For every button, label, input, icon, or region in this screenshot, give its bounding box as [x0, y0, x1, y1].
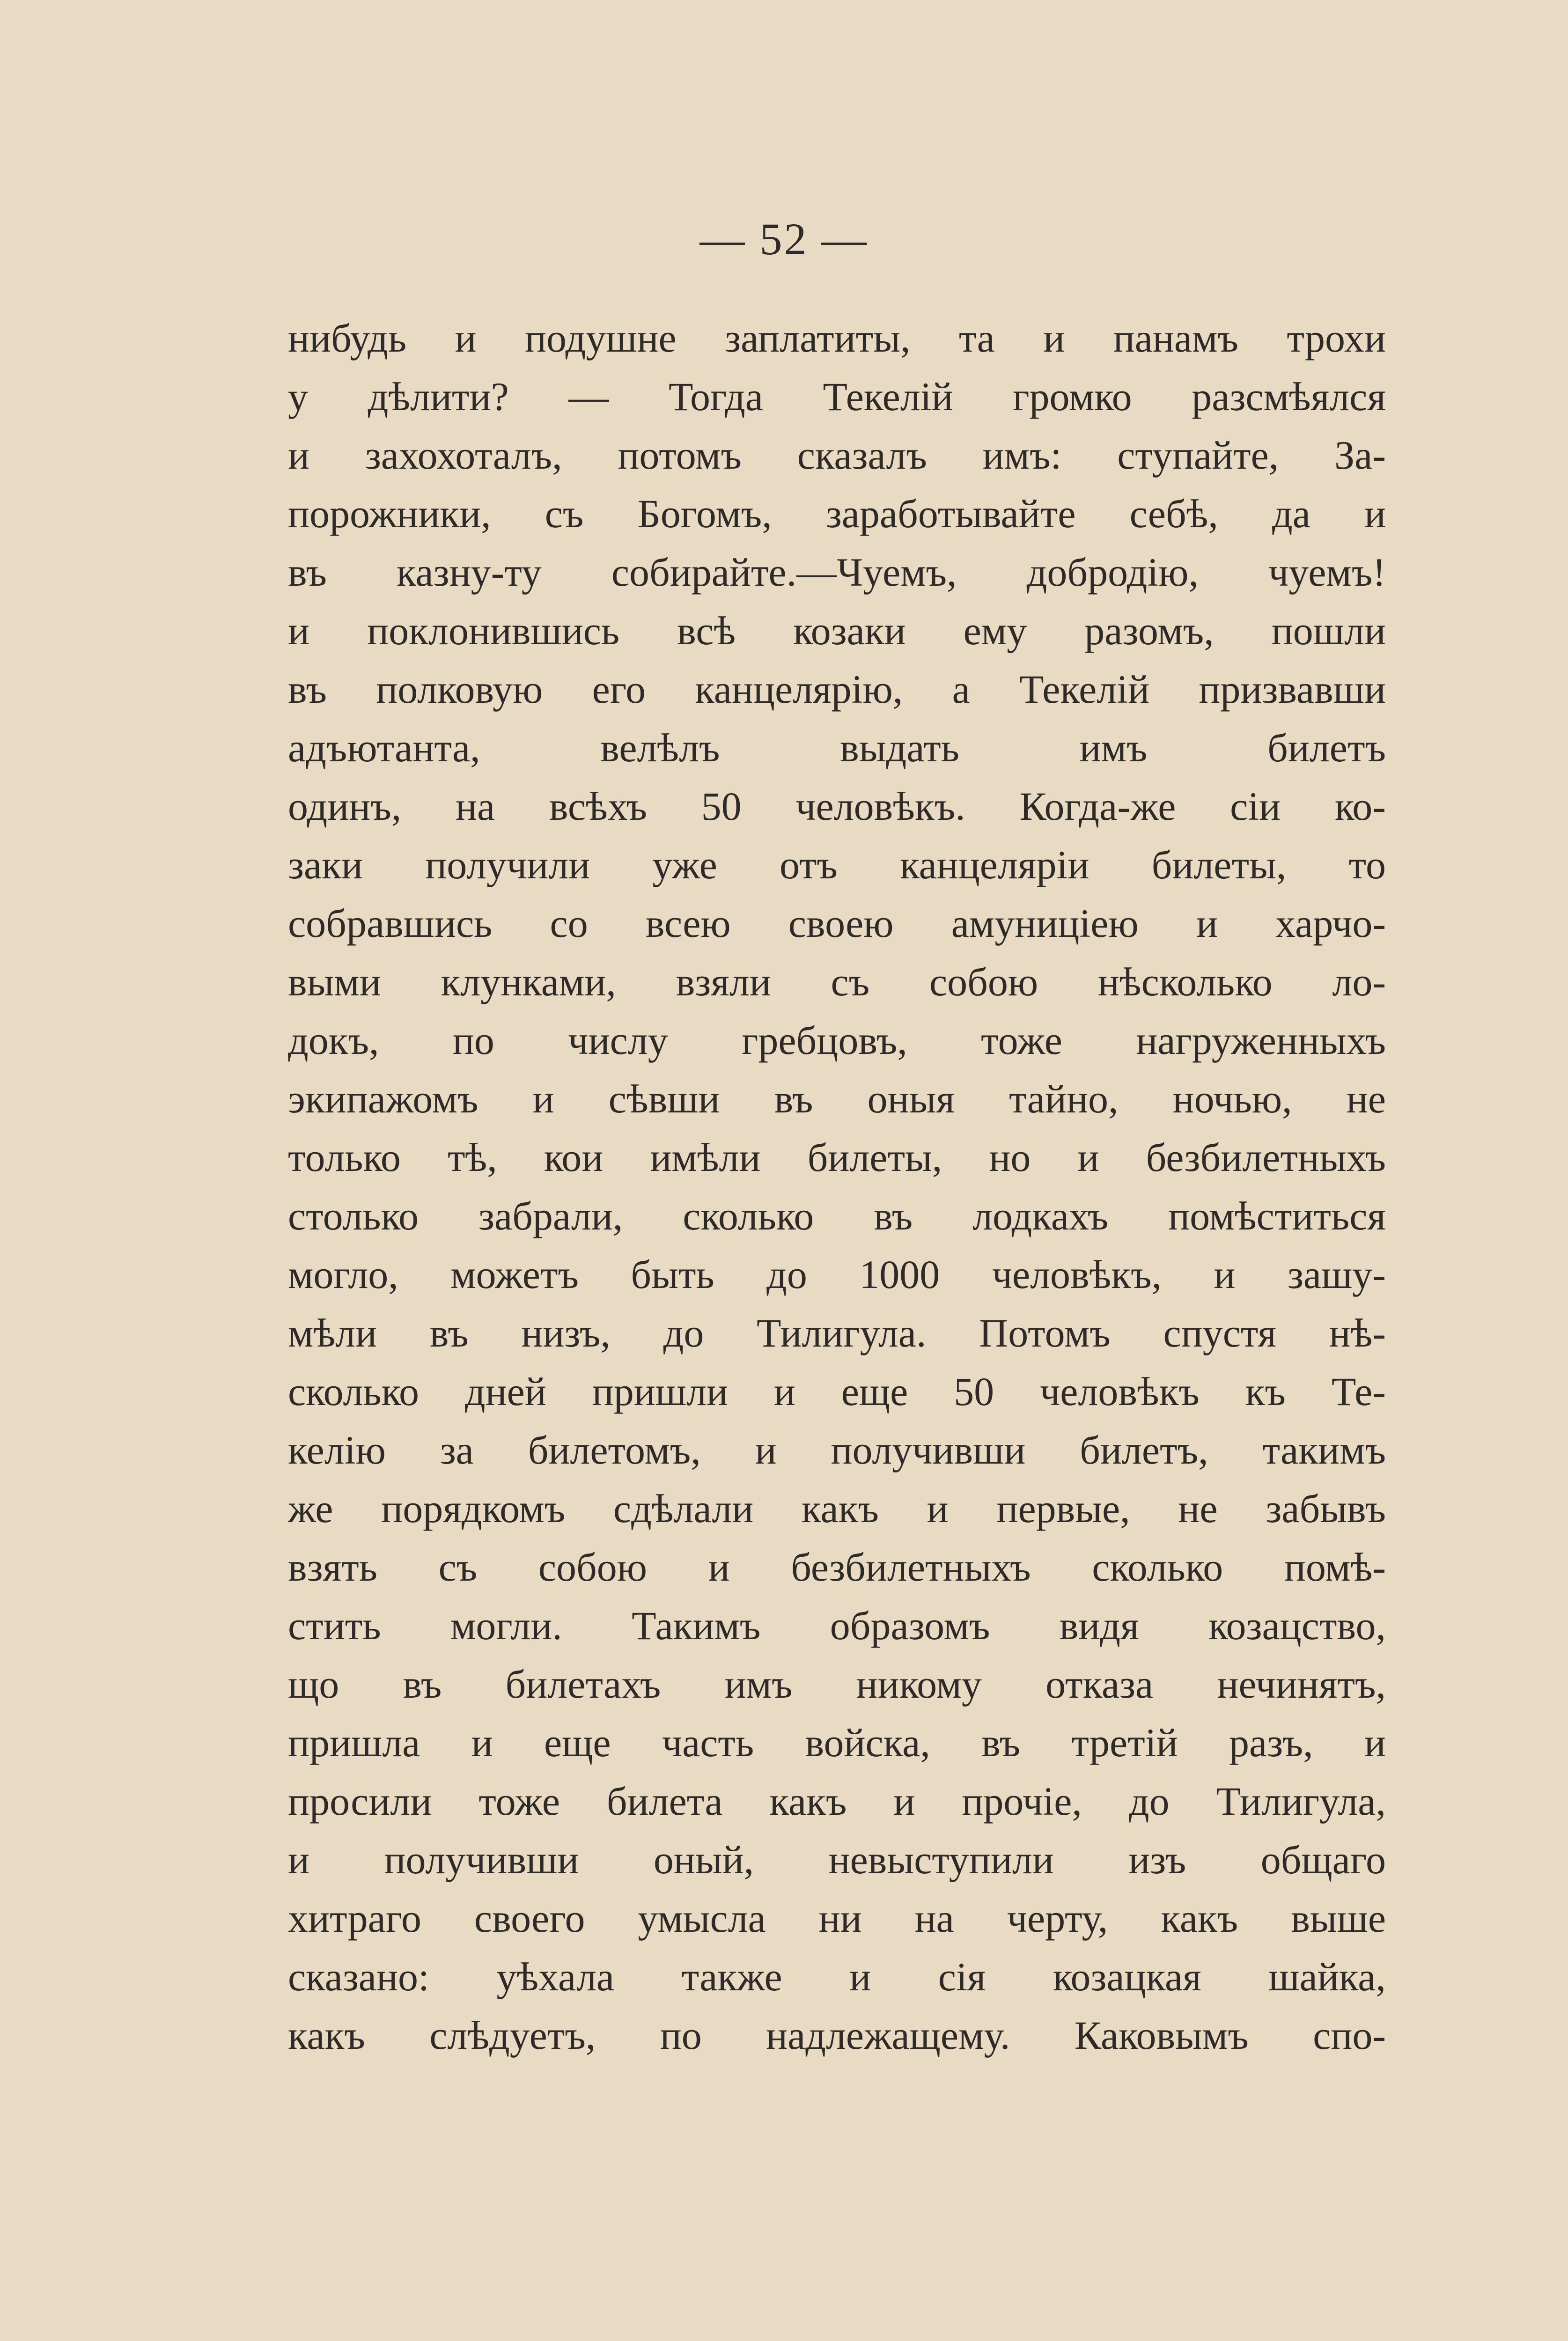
word: въ — [429, 1310, 469, 1355]
word: потомъ — [618, 433, 742, 478]
text-line — [288, 1480, 1386, 1538]
word: за — [440, 1428, 474, 1472]
word: пришли — [592, 1369, 728, 1414]
word: просили — [288, 1779, 432, 1824]
word: харчо- — [1275, 901, 1386, 946]
word: выдать — [840, 725, 959, 770]
word: ступайте, — [1117, 433, 1279, 478]
word: нагруженныхъ — [1136, 1018, 1386, 1063]
word: съ — [438, 1545, 478, 1590]
word: панамъ — [1113, 316, 1238, 361]
word: имъ — [1079, 725, 1148, 770]
word: получивши — [831, 1428, 1026, 1472]
word: 1000 — [859, 1252, 940, 1297]
word: своею — [788, 901, 894, 946]
word: у — [288, 374, 308, 419]
word: сдѣлали — [613, 1486, 754, 1531]
text-line — [288, 368, 1386, 426]
word: войска, — [805, 1720, 930, 1765]
word: числу — [568, 1018, 668, 1063]
word: экипажомъ — [288, 1076, 478, 1121]
word: докъ, — [288, 1018, 379, 1063]
word: и — [532, 1076, 554, 1121]
word: забрали, — [478, 1193, 623, 1238]
word: уже — [652, 842, 717, 887]
word: сіи — [1230, 784, 1281, 829]
word: помѣститься — [1168, 1193, 1386, 1238]
word: захохоталъ, — [365, 433, 562, 478]
word: и — [1196, 901, 1218, 946]
text-line — [288, 543, 1386, 602]
word: полковую — [376, 667, 543, 712]
word: Тогда — [668, 374, 763, 419]
word: спустя — [1163, 1310, 1276, 1355]
word: быть — [631, 1252, 714, 1297]
word: и — [755, 1428, 777, 1472]
word: нѣ- — [1329, 1310, 1386, 1355]
text-line — [288, 719, 1386, 777]
word: сѣвши — [608, 1076, 720, 1121]
word: клунками, — [441, 959, 616, 1004]
word: пошли — [1271, 608, 1386, 653]
word: Текелій — [1019, 667, 1150, 712]
text-line — [288, 1655, 1386, 1714]
word: и — [1043, 316, 1065, 361]
word: безбилетныхъ — [1146, 1135, 1386, 1180]
word: невыступили — [828, 1837, 1054, 1882]
word: Потомъ — [979, 1310, 1111, 1355]
word: не — [1346, 1076, 1386, 1121]
word: и — [288, 433, 310, 478]
word: билеты, — [1151, 842, 1287, 887]
word: же — [288, 1486, 333, 1531]
word: какъ — [802, 1486, 879, 1531]
word: разсмѣялся — [1192, 374, 1386, 419]
word: въ — [288, 667, 327, 712]
word: сколько — [683, 1193, 814, 1238]
word: Тилигула, — [1216, 1779, 1386, 1824]
text-line — [288, 1128, 1386, 1187]
word: тоже — [981, 1018, 1062, 1063]
word: помѣ- — [1284, 1545, 1386, 1590]
word: собою — [929, 959, 1038, 1004]
text-line — [288, 953, 1386, 1011]
word: дѣлити? — [368, 374, 509, 419]
word: слѣдуетъ, — [429, 2013, 596, 2058]
word: своего — [474, 1896, 585, 1941]
text-line — [288, 1187, 1386, 1245]
word: тайно, — [1009, 1076, 1119, 1121]
text-line — [288, 602, 1386, 660]
word: забывъ — [1266, 1486, 1386, 1531]
text-line — [288, 1538, 1386, 1597]
word: нибудь — [288, 316, 407, 361]
word: и — [1214, 1252, 1236, 1297]
word: въ — [403, 1662, 442, 1707]
word: со — [550, 901, 588, 946]
word: человѣкъ — [1039, 1369, 1200, 1414]
word: выше — [1291, 1896, 1386, 1941]
text-line — [288, 1831, 1386, 1889]
word: добродію, — [1026, 550, 1199, 595]
word: чуемъ! — [1268, 550, 1386, 595]
word: собравшись — [288, 901, 493, 946]
word: адъютанта, — [288, 725, 480, 770]
text-line — [288, 1772, 1386, 1831]
text-line — [288, 1304, 1386, 1362]
text-line — [288, 426, 1386, 485]
word: сказано: — [288, 1954, 429, 1999]
word: билета — [606, 1779, 723, 1824]
text-line — [288, 1070, 1386, 1128]
word: изъ — [1128, 1837, 1186, 1882]
word: зашу- — [1287, 1252, 1386, 1297]
word: то — [1348, 842, 1386, 887]
word: хитраго — [288, 1896, 421, 1941]
word: отъ — [779, 842, 838, 887]
word: заплатиты, — [725, 316, 911, 361]
page-number: — 52 — — [699, 214, 869, 264]
word: еще — [841, 1369, 908, 1414]
word: заки — [288, 842, 363, 887]
word: Текелій — [823, 374, 953, 419]
word: козацство, — [1208, 1603, 1386, 1648]
word: отказа — [1045, 1662, 1154, 1707]
word: — — [568, 374, 609, 419]
word: съ — [831, 959, 870, 1004]
word: Такимъ — [632, 1603, 761, 1648]
word: козацкая — [1053, 1954, 1201, 1999]
word: ему — [963, 608, 1027, 653]
word: и — [288, 1837, 310, 1882]
word: образомъ — [830, 1603, 990, 1648]
word: къ — [1245, 1369, 1286, 1414]
word: прочіе, — [962, 1779, 1082, 1824]
word: видя — [1059, 1603, 1139, 1648]
word: и — [1077, 1135, 1099, 1180]
word: также — [681, 1954, 782, 1999]
word: дней — [464, 1369, 546, 1414]
word: нѣсколько — [1097, 959, 1273, 1004]
text-line — [288, 894, 1386, 953]
word: оныя — [867, 1076, 955, 1121]
text-line — [288, 309, 1386, 368]
word: и — [471, 1720, 493, 1765]
text-line — [288, 1421, 1386, 1480]
word: да — [1272, 491, 1310, 536]
word: и — [1364, 491, 1386, 536]
word: нечинятъ, — [1217, 1662, 1386, 1707]
word: Тилигула. — [757, 1310, 927, 1355]
word: всѣхъ — [549, 784, 647, 829]
word: и — [773, 1369, 795, 1414]
word: билеты, — [807, 1135, 942, 1180]
word: лодкахъ — [972, 1193, 1109, 1238]
word: общаго — [1260, 1837, 1386, 1882]
word: имъ — [724, 1662, 793, 1707]
text-line — [288, 1948, 1386, 2006]
word: съ — [545, 491, 584, 536]
word: ло- — [1332, 959, 1386, 1004]
word: не — [1178, 1486, 1218, 1531]
word: Когда-же — [1019, 784, 1176, 829]
word: сказалъ — [797, 433, 927, 478]
word: сколько — [288, 1369, 420, 1414]
word: столько — [288, 1193, 419, 1238]
body-text — [288, 309, 1386, 2065]
word: безбилетныхъ — [791, 1545, 1031, 1590]
text-line — [288, 1889, 1386, 1948]
word: стить — [288, 1603, 381, 1648]
word: какъ — [769, 1779, 847, 1824]
word: собирайте.—Чуемъ, — [611, 550, 957, 595]
word: поклонившись — [367, 608, 620, 653]
word: шайка, — [1268, 1954, 1386, 1999]
word: третій — [1071, 1720, 1178, 1765]
word: уѣхала — [496, 1954, 615, 1999]
word: билетомъ, — [528, 1428, 701, 1472]
word: мѣли — [288, 1310, 377, 1355]
text-line — [288, 485, 1386, 543]
word: а — [952, 667, 970, 712]
word: 50 — [954, 1369, 994, 1414]
word: на — [914, 1896, 954, 1941]
word: За- — [1334, 433, 1386, 478]
text-line — [288, 777, 1386, 836]
word: только — [288, 1135, 401, 1180]
word: по — [452, 1018, 494, 1063]
word: сколько — [1092, 1545, 1223, 1590]
word: себѣ, — [1129, 491, 1218, 536]
word: разомъ, — [1084, 608, 1214, 653]
word: канцелярію, — [695, 667, 903, 712]
word: всею — [645, 901, 731, 946]
text-line — [288, 1245, 1386, 1304]
word: до — [1128, 1779, 1170, 1824]
word: та — [958, 316, 995, 361]
word: и — [455, 316, 477, 361]
word: гребцовъ, — [742, 1018, 907, 1063]
word: кои — [544, 1135, 604, 1180]
word: на — [455, 784, 495, 829]
word: Богомъ, — [637, 491, 772, 536]
text-line — [288, 836, 1386, 894]
word: но — [989, 1135, 1031, 1180]
word: и — [1364, 1720, 1386, 1765]
text-line — [288, 1597, 1386, 1655]
word: разъ, — [1229, 1720, 1313, 1765]
word: надлежащему. — [766, 2013, 1010, 2058]
word: могли. — [450, 1603, 562, 1648]
word: сія — [938, 1954, 986, 1999]
word: всѣ — [677, 608, 736, 653]
word: громко — [1013, 374, 1132, 419]
word: порожники, — [288, 491, 491, 536]
word: заработывайте — [825, 491, 1076, 536]
word: тоже — [478, 1779, 560, 1824]
word: получили — [425, 842, 590, 887]
word: подушне — [525, 316, 677, 361]
word: тѣ, — [447, 1135, 497, 1180]
word: и — [708, 1545, 730, 1590]
word: еще — [544, 1720, 611, 1765]
word: и — [849, 1954, 871, 1999]
word: одинъ, — [288, 784, 402, 829]
word: порядкомъ — [381, 1486, 566, 1531]
word: человѣкъ, — [992, 1252, 1162, 1297]
word: выми — [288, 959, 381, 1004]
word: ни — [818, 1896, 862, 1941]
word: ночью, — [1172, 1076, 1292, 1121]
word: призвавши — [1199, 667, 1386, 712]
word: можетъ — [450, 1252, 579, 1297]
word: и — [893, 1779, 915, 1824]
word: билетъ — [1267, 725, 1386, 770]
word: трохи — [1287, 316, 1386, 361]
word: билетъ, — [1080, 1428, 1208, 1472]
word: келію — [288, 1428, 386, 1472]
text-line — [288, 1714, 1386, 1772]
text-line — [288, 2006, 1386, 2065]
word: и — [927, 1486, 949, 1531]
word: первые, — [996, 1486, 1130, 1531]
word: взяли — [676, 959, 771, 1004]
word: никому — [856, 1662, 982, 1707]
word: черту, — [1007, 1896, 1108, 1941]
word: часть — [662, 1720, 754, 1765]
word: велѣлъ — [600, 725, 720, 770]
word: собою — [538, 1545, 648, 1590]
word: какъ — [288, 2013, 365, 2058]
word: умысла — [638, 1896, 766, 1941]
word: такимъ — [1262, 1428, 1386, 1472]
word: 50 — [701, 784, 742, 829]
word: до — [766, 1252, 807, 1297]
text-line — [288, 1362, 1386, 1421]
word: въ — [874, 1193, 913, 1238]
word: въ — [981, 1720, 1021, 1765]
text-line — [288, 1011, 1386, 1070]
word: его — [592, 667, 646, 712]
word: получивши — [384, 1837, 579, 1882]
word: билетахъ — [505, 1662, 661, 1707]
word: козаки — [793, 608, 906, 653]
word: канцеляріи — [900, 842, 1090, 887]
word: що — [288, 1662, 339, 1707]
word: ко- — [1334, 784, 1386, 829]
word: спо- — [1313, 2013, 1386, 2058]
word: имъ: — [982, 433, 1062, 478]
word: человѣкъ. — [795, 784, 965, 829]
word: пришла — [288, 1720, 420, 1765]
word: по — [660, 2013, 702, 2058]
word: имѣли — [650, 1135, 761, 1180]
word: взять — [288, 1545, 377, 1590]
word: оный, — [653, 1837, 754, 1882]
word: низъ, — [521, 1310, 611, 1355]
word: въ — [774, 1076, 813, 1121]
word: и — [288, 608, 310, 653]
word: амуниціею — [951, 901, 1139, 946]
word: могло, — [288, 1252, 398, 1297]
word: до — [663, 1310, 704, 1355]
text-line — [288, 660, 1386, 719]
word: въ — [288, 550, 327, 595]
word: Те- — [1331, 1369, 1386, 1414]
word: Каковымъ — [1074, 2013, 1249, 2058]
word: казну-ту — [397, 550, 542, 595]
word: какъ — [1161, 1896, 1238, 1941]
